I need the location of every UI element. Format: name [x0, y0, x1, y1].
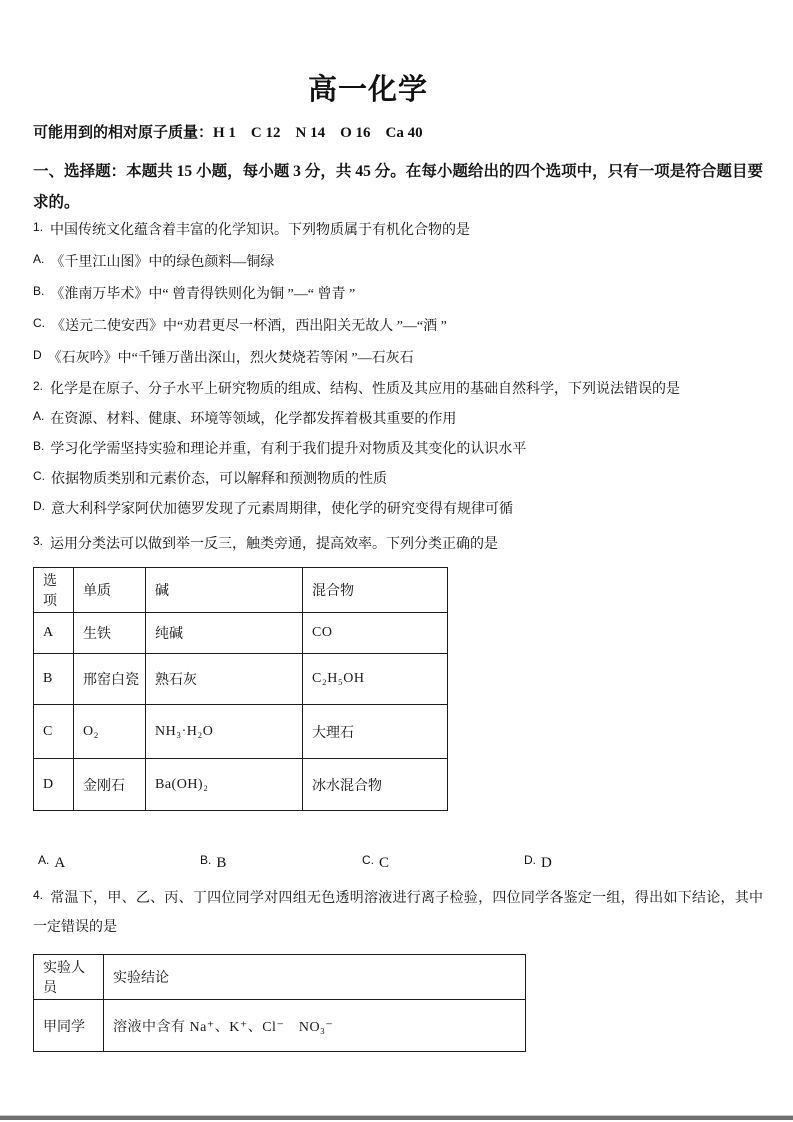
question-4-stem [33, 884, 763, 942]
question-2-option-d [33, 499, 763, 520]
option-text: 在资源、材料、健康、环境等领域，化学都发挥着极其重要的作用 [50, 412, 457, 427]
table-header-cell: 选项 [34, 568, 74, 613]
table-header-cell: 实验人员 [34, 955, 104, 1000]
question-1-stem [33, 220, 763, 241]
table-cell: 大理石 [303, 705, 448, 759]
question-4-text: 常温下，甲、乙、丙、丁四位同学对四组无色透明溶液进行离子检验，四位同学各鉴定一组，得出如下结论，其中一定错误的是 [33, 891, 763, 935]
option-text: 学习化学需坚持实验和理论并重，有利于我们提升对物质及其变化的认识水平 [50, 442, 527, 457]
table-header-row [34, 568, 448, 613]
table-row [34, 705, 448, 759]
question-1-option-d [33, 348, 763, 369]
question-2-option-a [33, 409, 763, 430]
question-2-option-c [33, 469, 763, 490]
answer-option-a [38, 855, 200, 872]
table-cell: A [34, 613, 74, 654]
table-cell: 甲同学 [34, 1000, 104, 1052]
question-4 [33, 884, 763, 1052]
table-header-cell: 碱 [146, 568, 303, 613]
table-row [34, 1000, 526, 1052]
table-cell: B [34, 654, 74, 705]
option-label: A. [38, 853, 50, 867]
answer-option-b [200, 855, 362, 872]
option-text: 《石灰吟》中“千锤万凿出深山，烈火焚烧若等闲 ”—石灰石 [47, 351, 414, 366]
option-value: A [54, 855, 66, 871]
option-value: D [541, 855, 552, 871]
question-1-option-a [33, 252, 763, 273]
table-row [34, 654, 448, 705]
option-value: C [379, 855, 390, 871]
table-cell: 熟石灰 [146, 654, 303, 705]
option-label: C. [362, 853, 374, 867]
answer-options-row [38, 855, 763, 872]
option-label: C. [33, 316, 45, 330]
question-3-stem [33, 534, 763, 555]
page-title: 高一化学 [307, 74, 428, 106]
question-3-number: 3. [33, 534, 44, 548]
table-cell-conclusion: 溶液中含有 Na⁺、K⁺、Cl⁻ NO₃⁻ [104, 1000, 526, 1052]
table-row [34, 613, 448, 654]
option-label: B. [200, 853, 212, 867]
option-label: B. [33, 284, 45, 298]
option-text: 意大利科学家阿伏加德罗发现了元素周期律，使化学的研究变得有规律可循 [51, 502, 513, 517]
question-2-text: 化学是在原子、分子水平上研究物质的组成、结构、性质及其应用的基础自然科学，下列说法错误的是 [50, 382, 681, 397]
question-3 [33, 534, 763, 872]
question-2-option-b [33, 439, 763, 460]
question-2-number: 2. [33, 379, 44, 393]
table-cell-formula: C₂H₅OH [303, 654, 448, 705]
option-label: D. [33, 499, 45, 513]
table-header-cell: 混合物 [303, 568, 448, 613]
table-header-row [34, 955, 526, 1000]
option-value: B [216, 855, 227, 871]
option-text: 依据物质类别和元素价态，可以解释和预测物质的性质 [51, 472, 387, 487]
option-label: A. [33, 409, 45, 423]
question-1 [33, 220, 763, 369]
table-cell-formula: O₂ [74, 705, 146, 759]
option-label: D [33, 348, 42, 362]
answer-option-d [524, 855, 686, 872]
table-cell: 金刚石 [74, 759, 146, 811]
page-bottom-border [0, 1115, 793, 1120]
table-cell: 冰水混合物 [303, 759, 448, 811]
table-cell: 纯碱 [146, 613, 303, 654]
answer-option-c [362, 855, 524, 872]
question-3-text: 运用分类法可以做到举一反三，触类旁通，提高效率。下列分类正确的是 [50, 537, 499, 552]
question-4-number: 4. [33, 888, 44, 902]
table-cell: D [34, 759, 74, 811]
option-text: 《送元二使安西》中“劝君更尽一杯酒，西出阳关无故人 ”—“酒 ” [51, 319, 447, 334]
question-1-text: 中国传统文化蕴含着丰富的化学知识。下列物质属于有机化合物的是 [50, 223, 471, 238]
option-text: 《淮南万毕术》中“ 曾青得铁则化为铜 ”—“ 曾青 ” [50, 287, 356, 302]
table-cell-formula: CO [303, 613, 448, 654]
atomic-mass-note: 可能用到的相对原子质量：H 1 C 12 N 14 O 16 Ca 40 [33, 125, 423, 141]
ion-test-table [33, 954, 526, 1052]
section-heading: 一、选择题：本题共 15 小题，每小题 3 分，共 45 分。在每小题给出的四个选项中，只有一项是符合题目要求的。 [33, 163, 763, 211]
classification-table [33, 567, 448, 811]
table-row [34, 759, 448, 811]
table-cell-formula: NH₃·H₂O [146, 705, 303, 759]
option-text: 《千里江山图》中的绿色颜料—铜绿 [50, 255, 275, 270]
option-label: D. [524, 853, 536, 867]
question-2-stem [33, 379, 763, 400]
table-header-cell: 单质 [74, 568, 146, 613]
table-cell-formula: Ba(OH)₂ [146, 759, 303, 811]
table-cell: 生铁 [74, 613, 146, 654]
table-header-cell: 实验结论 [104, 955, 526, 1000]
question-1-number: 1. [33, 220, 44, 234]
question-1-option-b [33, 284, 763, 305]
option-label: B. [33, 439, 45, 453]
table-cell: 邢窑白瓷 [74, 654, 146, 705]
table-cell: C [34, 705, 74, 759]
question-2 [33, 379, 763, 520]
question-1-option-c [33, 316, 763, 337]
option-label: A. [33, 252, 45, 266]
option-label: C. [33, 469, 45, 483]
